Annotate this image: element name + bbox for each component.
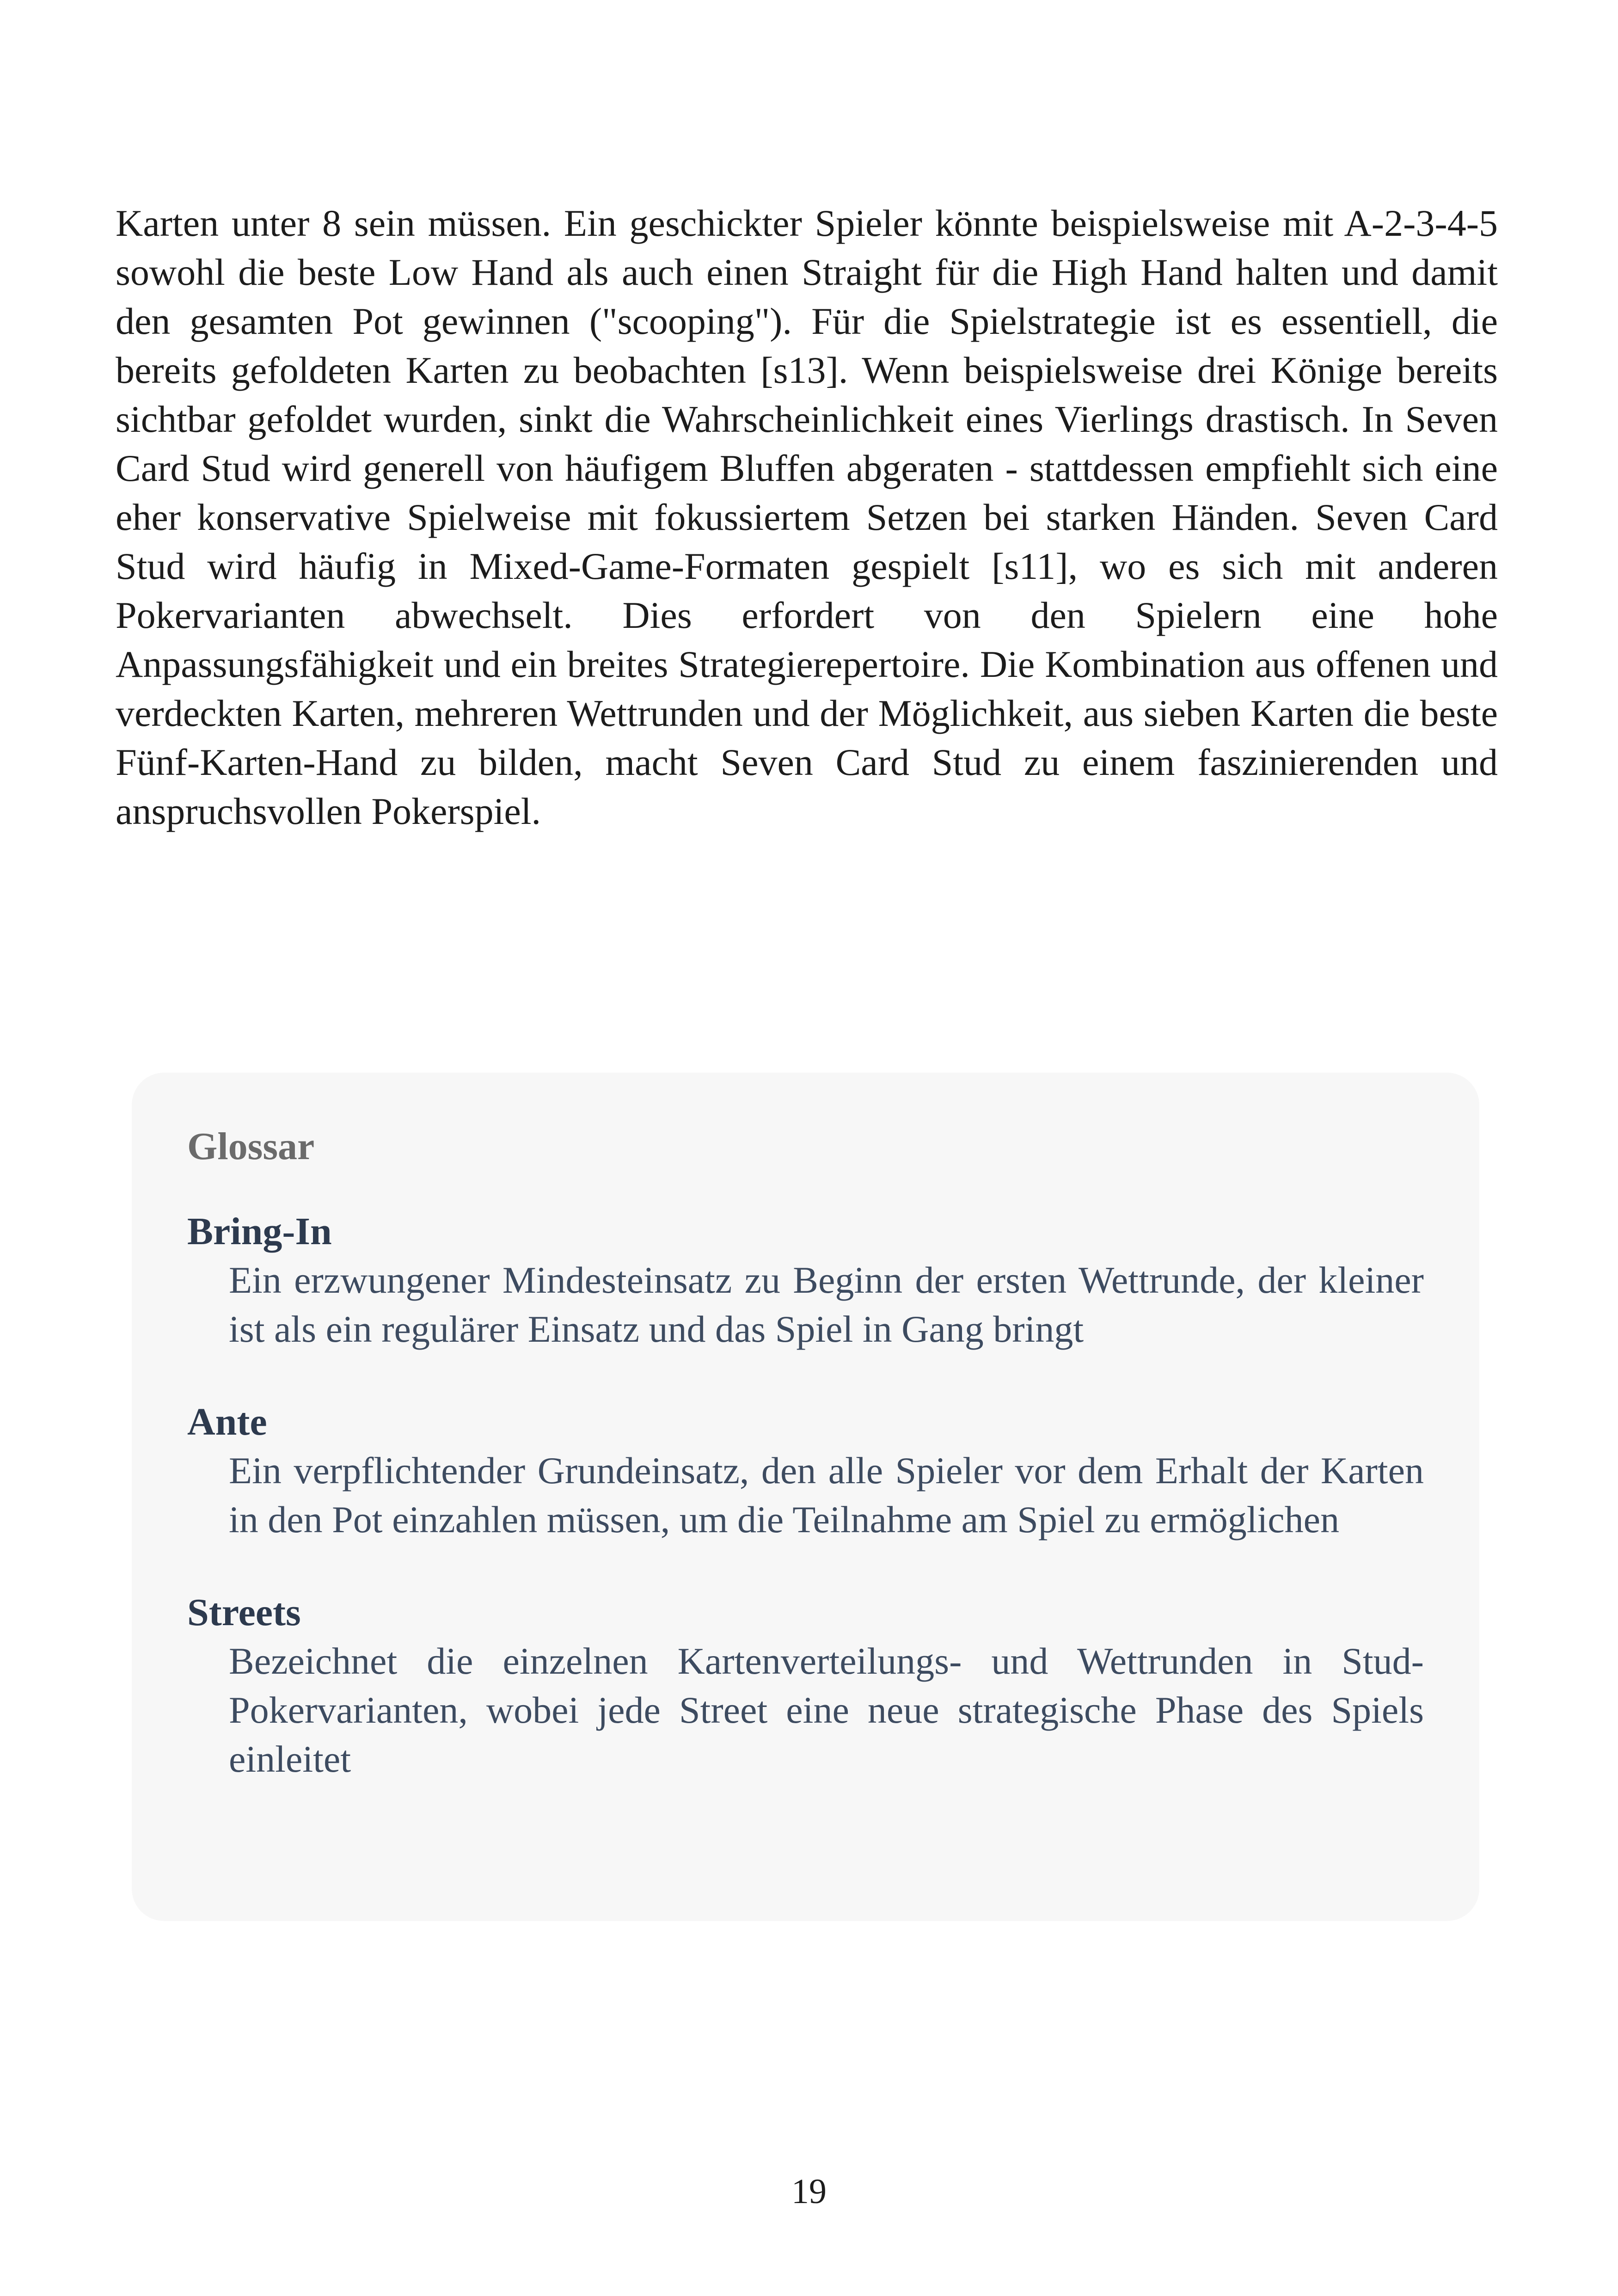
glossary-definition-bring-in: Ein erzwungener Mindesteinsatz zu Beginn der ersten Wettrunde, der kleiner ist als ein regulärer Einsatz und das Spiel in Gang bringt xyxy=(229,1259,1424,1350)
glossary-definition-streets: Bezeichnet die einzelnen Kartenverteilungs- und Wettrunden in Stud-Pokervarianten, wobei jede Street eine neue strategische Phase des Spiels einleitet xyxy=(229,1640,1424,1780)
glossary-definition-ante: Ein verpflichtender Grundeinsatz, den alle Spieler vor dem Erhalt der Karten in den Pot einzahlen müssen, um die Teilnahme am Spiel zu ermöglichen xyxy=(229,1449,1424,1541)
glossary-term-streets: Streets xyxy=(187,1591,301,1634)
glossary-list xyxy=(187,1208,1424,1784)
glossary-box xyxy=(132,1073,1479,1921)
glossary-term-bring-in: Bring-In xyxy=(187,1210,332,1253)
glossary-term-ante: Ante xyxy=(187,1400,267,1443)
page-number: 19 xyxy=(791,2172,827,2211)
glossary-title: Glossar xyxy=(187,1125,315,1168)
body-paragraph: Karten unter 8 sein müssen. Ein geschickter Spieler könnte beispielsweise mit A-2-3-4-5 sowohl die beste Low Hand als auch einen Straight für die High Hand halten und damit den gesamten Pot gewinnen ("scooping"). Für die Spielstrategie ist es essentiell, die bereits gefoldeten Karten zu beobachten [s13]. Wenn beispielsweise drei Könige bereits sichtbar gefoldet wurden, sinkt die Wahrscheinlichkeit eines Vierlings drastisch. In Seven Card Stud wird generell von häufigem Bluffen abgeraten - stattdessen empfiehlt sich eine eher konservative Spielweise mit fokussiertem Setzen bei starken Händen. Seven Card Stud wird häufig in Mixed-Game-Formaten gespielt [s11], wo es sich mit anderen Pokervarianten abwechselt. Dies erfordert von den Spielern eine hohe Anpassungsfähigkeit und ein breites Strategierepertoire. Die Kombination aus offenen und verdeckten Karten, mehreren Wettrunden und der Möglichkeit, aus sieben Karten die beste Fünf-Karten-Hand zu bilden, macht Seven Card Stud zu einem faszinierenden und anspruchsvollen Pokerspiel. xyxy=(116,202,1498,832)
